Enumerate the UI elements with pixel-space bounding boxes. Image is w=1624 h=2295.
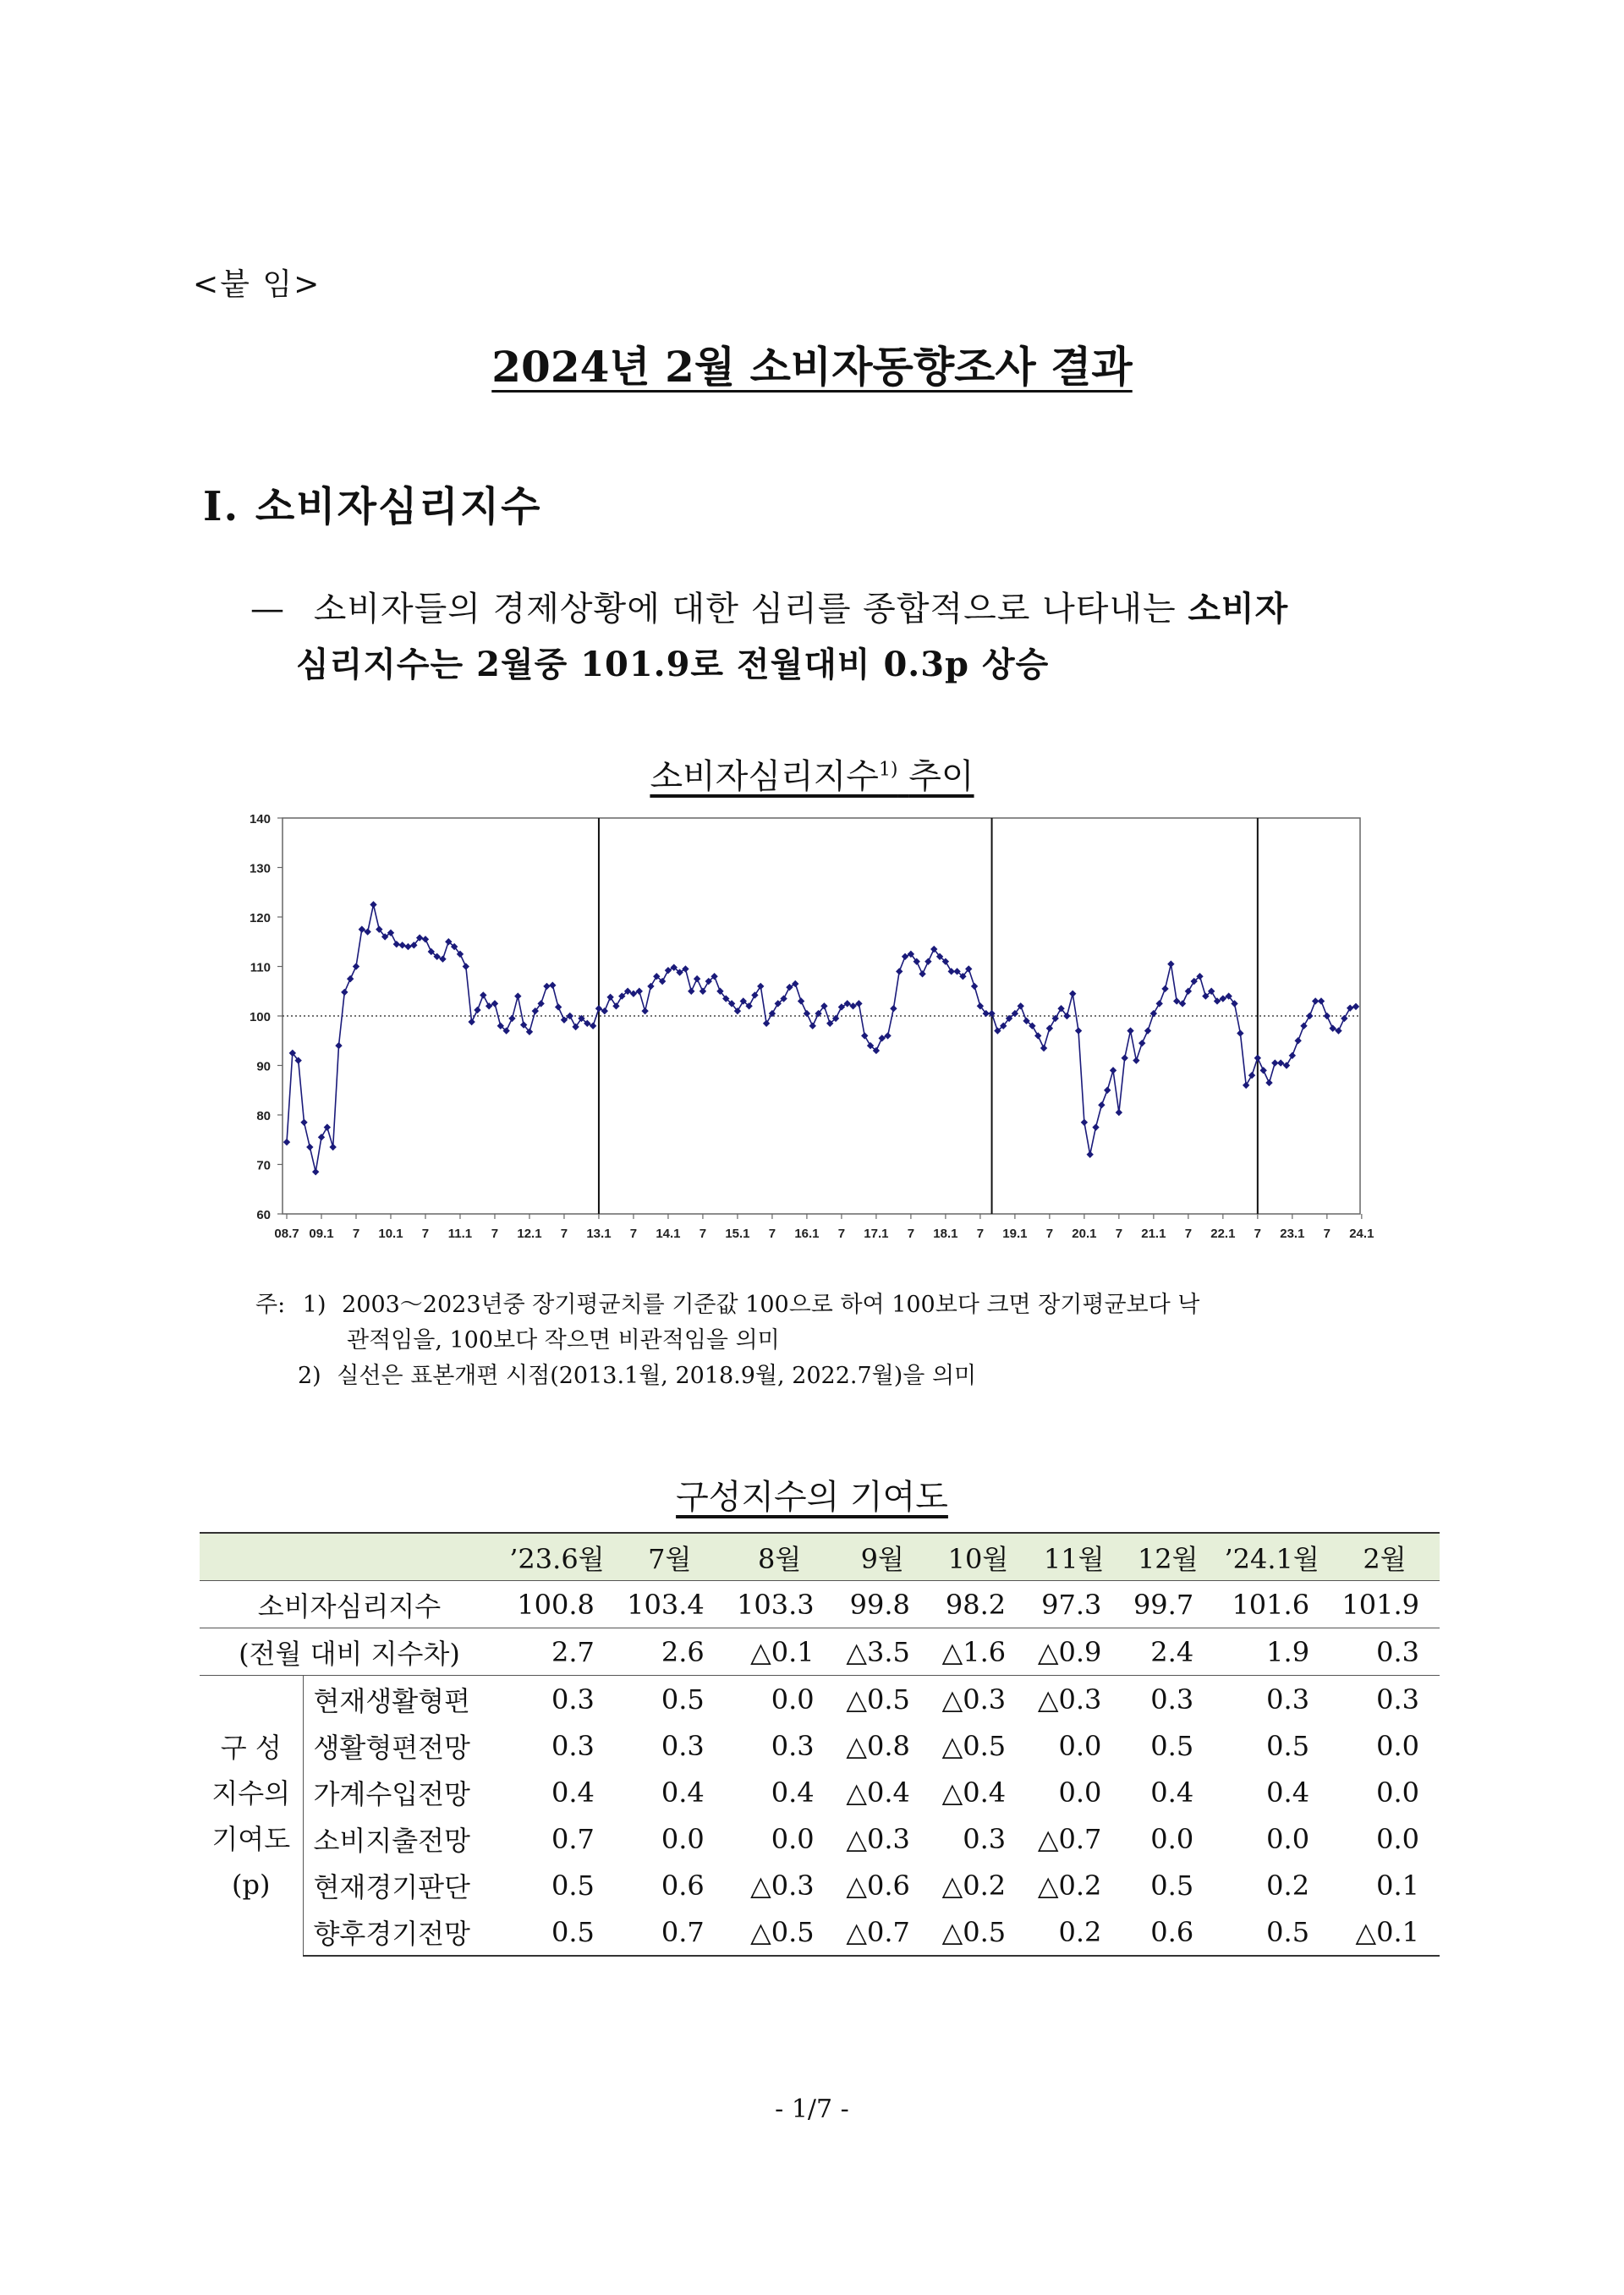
data-point (1116, 1109, 1122, 1116)
x-tick-label: 11.1 (447, 1227, 473, 1241)
x-tick-label: 7 (837, 1227, 846, 1241)
x-tick-label: 7 (768, 1227, 776, 1241)
table-cell: △0.6 (846, 1869, 910, 1902)
data-point (641, 1007, 648, 1014)
x-tick-label: 7 (491, 1227, 499, 1241)
x-tick-label: 21.1 (1141, 1227, 1166, 1241)
attachment-label: <붙 임> (193, 267, 321, 302)
document-title: 2024년 2월 소비자동향조사 결과 (491, 342, 1133, 392)
y-tick-label: 140 (249, 812, 271, 826)
data-point (422, 936, 429, 942)
table-cell: 0.4 (661, 1776, 705, 1809)
data-point (1248, 1072, 1255, 1079)
data-point (549, 982, 556, 989)
data-point (1306, 1013, 1313, 1019)
table-cell: 97.3 (1041, 1588, 1102, 1621)
data-point (786, 984, 793, 991)
table-cell: 0.0 (1150, 1822, 1194, 1855)
x-tick-label: 7 (421, 1227, 430, 1241)
diff-row (200, 1628, 1440, 1676)
data-point (1167, 960, 1174, 967)
data-point (508, 1015, 515, 1022)
table-cell: △0.7 (835, 1908, 930, 1956)
table-cell: △0.4 (941, 1776, 1007, 1809)
table-cell: 0.0 (1058, 1776, 1102, 1809)
contribution-table (200, 1532, 1440, 1957)
data-point (612, 1002, 619, 1009)
lead-text: 소비자들의 경제상황에 대한 심리를 종합적으로 나타내는 (313, 590, 1177, 629)
table-row (200, 1908, 1440, 1956)
data-point (688, 988, 694, 995)
x-tick-label: 7 (1115, 1227, 1123, 1241)
x-tick-label: 7 (352, 1227, 360, 1241)
data-point (1352, 1003, 1359, 1010)
data-point (1133, 1057, 1139, 1063)
x-tick-label: 7 (976, 1227, 985, 1241)
lead-dash: — (250, 590, 285, 629)
table-cell: 0.3 (1214, 1676, 1330, 1723)
data-point (318, 1134, 325, 1140)
data-point (398, 942, 405, 948)
table-cell: △0.8 (846, 1729, 910, 1762)
data-point (404, 943, 411, 950)
table-row (200, 1722, 1440, 1769)
table-cell: 1.9 (1214, 1628, 1330, 1676)
row-label: 현재경기판단 (313, 1870, 470, 1903)
data-point (1347, 1004, 1353, 1011)
chart-title: 소비자심리지수$^{1)}$ 추이 (650, 757, 974, 796)
table-cell: 0.4 (551, 1776, 595, 1809)
table-cell: △1.6 (930, 1628, 1026, 1676)
x-tick-label: 7 (1254, 1227, 1262, 1241)
data-point (1081, 1119, 1088, 1126)
table-cell: 103.3 (737, 1588, 815, 1621)
table-cell: 103.4 (627, 1588, 705, 1621)
x-tick-label: 7 (1045, 1227, 1054, 1241)
column-header: 10월 (930, 1533, 1026, 1581)
table-cell: 0.5 (615, 1676, 725, 1723)
table-cell: 0.0 (661, 1822, 705, 1855)
table-row (200, 1815, 1440, 1862)
x-tick-label: 7 (907, 1227, 915, 1241)
x-tick-label: 7 (1323, 1227, 1331, 1241)
table-cell: 0.0 (1058, 1729, 1102, 1762)
data-point (1289, 1052, 1296, 1059)
data-point (1294, 1037, 1301, 1044)
data-point (306, 1144, 313, 1150)
column-header: 2월 (1330, 1533, 1440, 1581)
data-point (896, 968, 903, 975)
column-header: 8월 (725, 1533, 835, 1581)
table-cell: 98.2 (945, 1588, 1007, 1621)
x-tick-label: 08.7 (274, 1227, 299, 1241)
x-tick-label: 15.1 (725, 1227, 750, 1241)
x-tick-label: 7 (560, 1227, 568, 1241)
table-title: 구성지수의 기여도 (676, 1478, 948, 1517)
x-tick-label: 7 (699, 1227, 707, 1241)
table-cell: 0.4 (1266, 1776, 1310, 1809)
table-cell: 0.3 (771, 1729, 815, 1762)
lead-emphasis-1: 소비자 (1188, 589, 1289, 629)
x-tick-label: 14.1 (656, 1227, 681, 1241)
table-cell: 0.4 (1150, 1776, 1194, 1809)
table-cell: △0.3 (846, 1822, 910, 1855)
data-point (919, 970, 925, 977)
group-label-line: (p) (232, 1868, 271, 1901)
csi-line-chart (228, 812, 1396, 1269)
data-point (347, 975, 354, 982)
data-point (700, 988, 706, 995)
x-tick-label: 12.1 (517, 1227, 542, 1241)
data-point (1087, 1151, 1094, 1158)
x-tick-label: 13.1 (586, 1227, 612, 1241)
data-point (1092, 1123, 1099, 1130)
data-point (971, 983, 978, 990)
table-row (200, 1862, 1440, 1908)
y-tick-label: 130 (249, 861, 271, 876)
data-point (1300, 1023, 1307, 1029)
data-point (861, 1032, 868, 1039)
table-row (200, 1769, 1440, 1815)
table-cell: 0.0 (1266, 1822, 1310, 1855)
table-cell: 99.7 (1133, 1588, 1194, 1621)
table-cell: △0.1 (725, 1628, 835, 1676)
table-cell: 0.3 (1122, 1676, 1214, 1723)
data-point (1075, 1027, 1082, 1034)
table-cell: △0.3 (930, 1676, 1026, 1723)
table-cell: 2.6 (615, 1628, 725, 1676)
data-point (1318, 997, 1325, 1004)
x-tick-label: 23.1 (1280, 1227, 1305, 1241)
table-cell: 0.3 (963, 1822, 1007, 1855)
data-point (353, 963, 359, 969)
data-point (694, 975, 700, 982)
column-header: 7월 (615, 1533, 725, 1581)
data-point (792, 980, 798, 987)
row-label: 현재생활형편 (303, 1676, 499, 1723)
data-point (1040, 1045, 1047, 1051)
table-cell: △0.5 (941, 1729, 1007, 1762)
data-point (480, 991, 486, 998)
x-tick-label: 16.1 (794, 1227, 820, 1241)
x-tick-label: 18.1 (933, 1227, 958, 1241)
table-cell: 0.5 (1150, 1869, 1194, 1902)
table-cell: 0.3 (1330, 1628, 1440, 1676)
row-label: 생활형편전망 (313, 1731, 470, 1764)
y-tick-label: 60 (256, 1208, 271, 1222)
table-cell: △0.5 (835, 1676, 930, 1723)
x-tick-label: 24.1 (1349, 1227, 1374, 1241)
column-header: 9월 (835, 1533, 930, 1581)
table-cell: △0.1 (1330, 1908, 1440, 1956)
data-point (514, 992, 521, 999)
data-point (468, 1018, 475, 1025)
row-label: 가계수입전망 (313, 1777, 470, 1810)
table-cell: 101.6 (1232, 1588, 1310, 1621)
data-point (1104, 1087, 1111, 1094)
x-tick-label: 17.1 (864, 1227, 889, 1241)
data-point (474, 1007, 480, 1013)
table-cell: △0.9 (1026, 1628, 1122, 1676)
table-cell: △0.5 (930, 1908, 1026, 1956)
data-point (324, 1123, 331, 1130)
table-cell: △0.2 (941, 1869, 1007, 1902)
table-cell: 0.3 (551, 1729, 595, 1762)
table-cell: 0.0 (771, 1822, 815, 1855)
data-point (341, 989, 348, 996)
data-point (1155, 1000, 1162, 1007)
data-point (1259, 1067, 1266, 1073)
table-cell: 2.4 (1122, 1628, 1214, 1676)
data-point (1127, 1027, 1133, 1034)
data-point (809, 1023, 816, 1029)
csi-series-line (287, 904, 1356, 1172)
data-point (463, 963, 469, 969)
table-cell: 0.0 (1376, 1729, 1419, 1762)
data-point (1110, 1067, 1116, 1073)
table-row (200, 1676, 1440, 1723)
column-header: ’24.1월 (1214, 1533, 1330, 1581)
csi-row (200, 1581, 1440, 1628)
data-point (798, 997, 804, 1004)
group-label (200, 1676, 303, 1957)
table-cell: 0.3 (499, 1676, 615, 1723)
data-point (1161, 986, 1168, 992)
table-cell: 100.8 (517, 1588, 595, 1621)
row-label: 향후경기전망 (303, 1908, 499, 1956)
column-header: 11월 (1026, 1533, 1122, 1581)
data-point (665, 967, 672, 974)
x-tick-label: 22.1 (1210, 1227, 1236, 1241)
data-point (1122, 1055, 1128, 1062)
x-tick-label: 10.1 (378, 1227, 403, 1241)
chart-notes: 주: 1) 2003～2023년중 장기평균치를 기준값 100으로 하여 100보다 크면 장기평균보다 낙 관적임을, 100보다 작으면 비관적임을 의미 2) 실선은 표본개편 시점(2013.1월, 2018.9월, 2022.7월)을 의미 (255, 1292, 1200, 1389)
data-point (300, 1119, 307, 1126)
table-cell: 0.3 (1330, 1676, 1440, 1723)
y-tick-label: 80 (256, 1109, 271, 1123)
x-tick-label: 7 (629, 1227, 638, 1241)
data-point (606, 994, 613, 1001)
section-heading: Ⅰ. 소비자심리지수 (203, 483, 542, 530)
x-tick-label: 7 (1184, 1227, 1193, 1241)
data-point (1237, 1029, 1243, 1036)
row-label: 소비지출전망 (313, 1824, 470, 1857)
table-cell: 0.5 (499, 1908, 615, 1956)
table-cell: △0.3 (1026, 1676, 1122, 1723)
table-cell: 101.9 (1341, 1588, 1419, 1621)
table-cell: 0.7 (615, 1908, 725, 1956)
table-cell: 0.4 (771, 1776, 815, 1809)
data-point (283, 1139, 290, 1145)
data-point (838, 1003, 845, 1010)
table-cell: 0.1 (1376, 1869, 1419, 1902)
data-point (924, 958, 931, 964)
data-point (1069, 990, 1076, 997)
group-label-line: 기여도 (211, 1822, 291, 1855)
data-point (1046, 1024, 1053, 1031)
table-cell: 0.2 (1026, 1908, 1122, 1956)
table-cell: 0.2 (1266, 1869, 1310, 1902)
y-tick-label: 90 (256, 1059, 271, 1074)
row-label: (전월 대비 지수차) (200, 1628, 499, 1676)
lead-line-1 (250, 582, 1288, 630)
table-cell: 0.7 (551, 1822, 595, 1855)
data-point (1324, 1013, 1330, 1019)
data-point (1138, 1040, 1145, 1046)
data-point (543, 983, 550, 990)
data-point (647, 983, 654, 990)
table-cell: 99.8 (849, 1588, 910, 1621)
table-cell: 0.5 (551, 1869, 595, 1902)
data-point (763, 1020, 770, 1027)
y-tick-label: 70 (256, 1158, 271, 1173)
data-point (393, 941, 400, 947)
row-label: 소비자심리지수 (257, 1589, 442, 1622)
table-cell: 0.5 (1150, 1729, 1194, 1762)
data-point (1144, 1027, 1151, 1034)
table-cell: △3.5 (835, 1628, 930, 1676)
table-cell: △0.5 (725, 1908, 835, 1956)
data-point (757, 983, 764, 990)
data-point (751, 991, 758, 998)
data-point (682, 965, 689, 972)
table-header-row (200, 1533, 1440, 1581)
x-tick-label: 09.1 (309, 1227, 334, 1241)
x-tick-label: 20.1 (1072, 1227, 1097, 1241)
data-point (1185, 988, 1192, 995)
data-point (1243, 1082, 1249, 1089)
table-cell: 0.5 (1266, 1729, 1310, 1762)
table-cell: 0.5 (1214, 1908, 1330, 1956)
table-cell: △0.3 (750, 1869, 815, 1902)
group-label-line: 구 성 (220, 1731, 282, 1764)
data-point (1034, 1032, 1041, 1039)
data-point (555, 1003, 562, 1010)
table-cell: 2.7 (499, 1628, 615, 1676)
table-cell: 0.0 (1376, 1822, 1419, 1855)
table-cell: △0.7 (1037, 1822, 1102, 1855)
column-header: ’23.6월 (499, 1533, 615, 1581)
table-cell: 0.6 (661, 1869, 705, 1902)
header-corner (200, 1533, 499, 1581)
y-tick-label: 120 (249, 911, 271, 925)
table-cell: △0.2 (1037, 1869, 1102, 1902)
y-tick-label: 110 (250, 960, 271, 975)
column-header: 12월 (1122, 1533, 1214, 1581)
group-label-line: 지수의 (211, 1776, 291, 1809)
page-number: - 1/7 - (775, 2095, 849, 2124)
table-cell: 0.6 (1122, 1908, 1214, 1956)
data-point (1341, 1015, 1347, 1022)
table-cell: 0.0 (1376, 1776, 1419, 1809)
table-cell: △0.4 (846, 1776, 910, 1809)
data-point (370, 901, 376, 908)
data-point (890, 1005, 897, 1012)
x-tick-label: 19.1 (1002, 1227, 1028, 1241)
data-point (1254, 1055, 1261, 1062)
data-point (312, 1168, 319, 1175)
data-point (335, 1042, 342, 1049)
lead-line-2: 심리지수는 2월중 101.9로 전월대비 0.3p 상승 (296, 645, 1050, 684)
data-point (1265, 1079, 1272, 1086)
table-cell: 0.3 (661, 1729, 705, 1762)
y-tick-label: 100 (249, 1010, 271, 1024)
data-point (329, 1144, 336, 1150)
data-point (1098, 1101, 1105, 1108)
table-cell: 0.0 (725, 1676, 835, 1723)
